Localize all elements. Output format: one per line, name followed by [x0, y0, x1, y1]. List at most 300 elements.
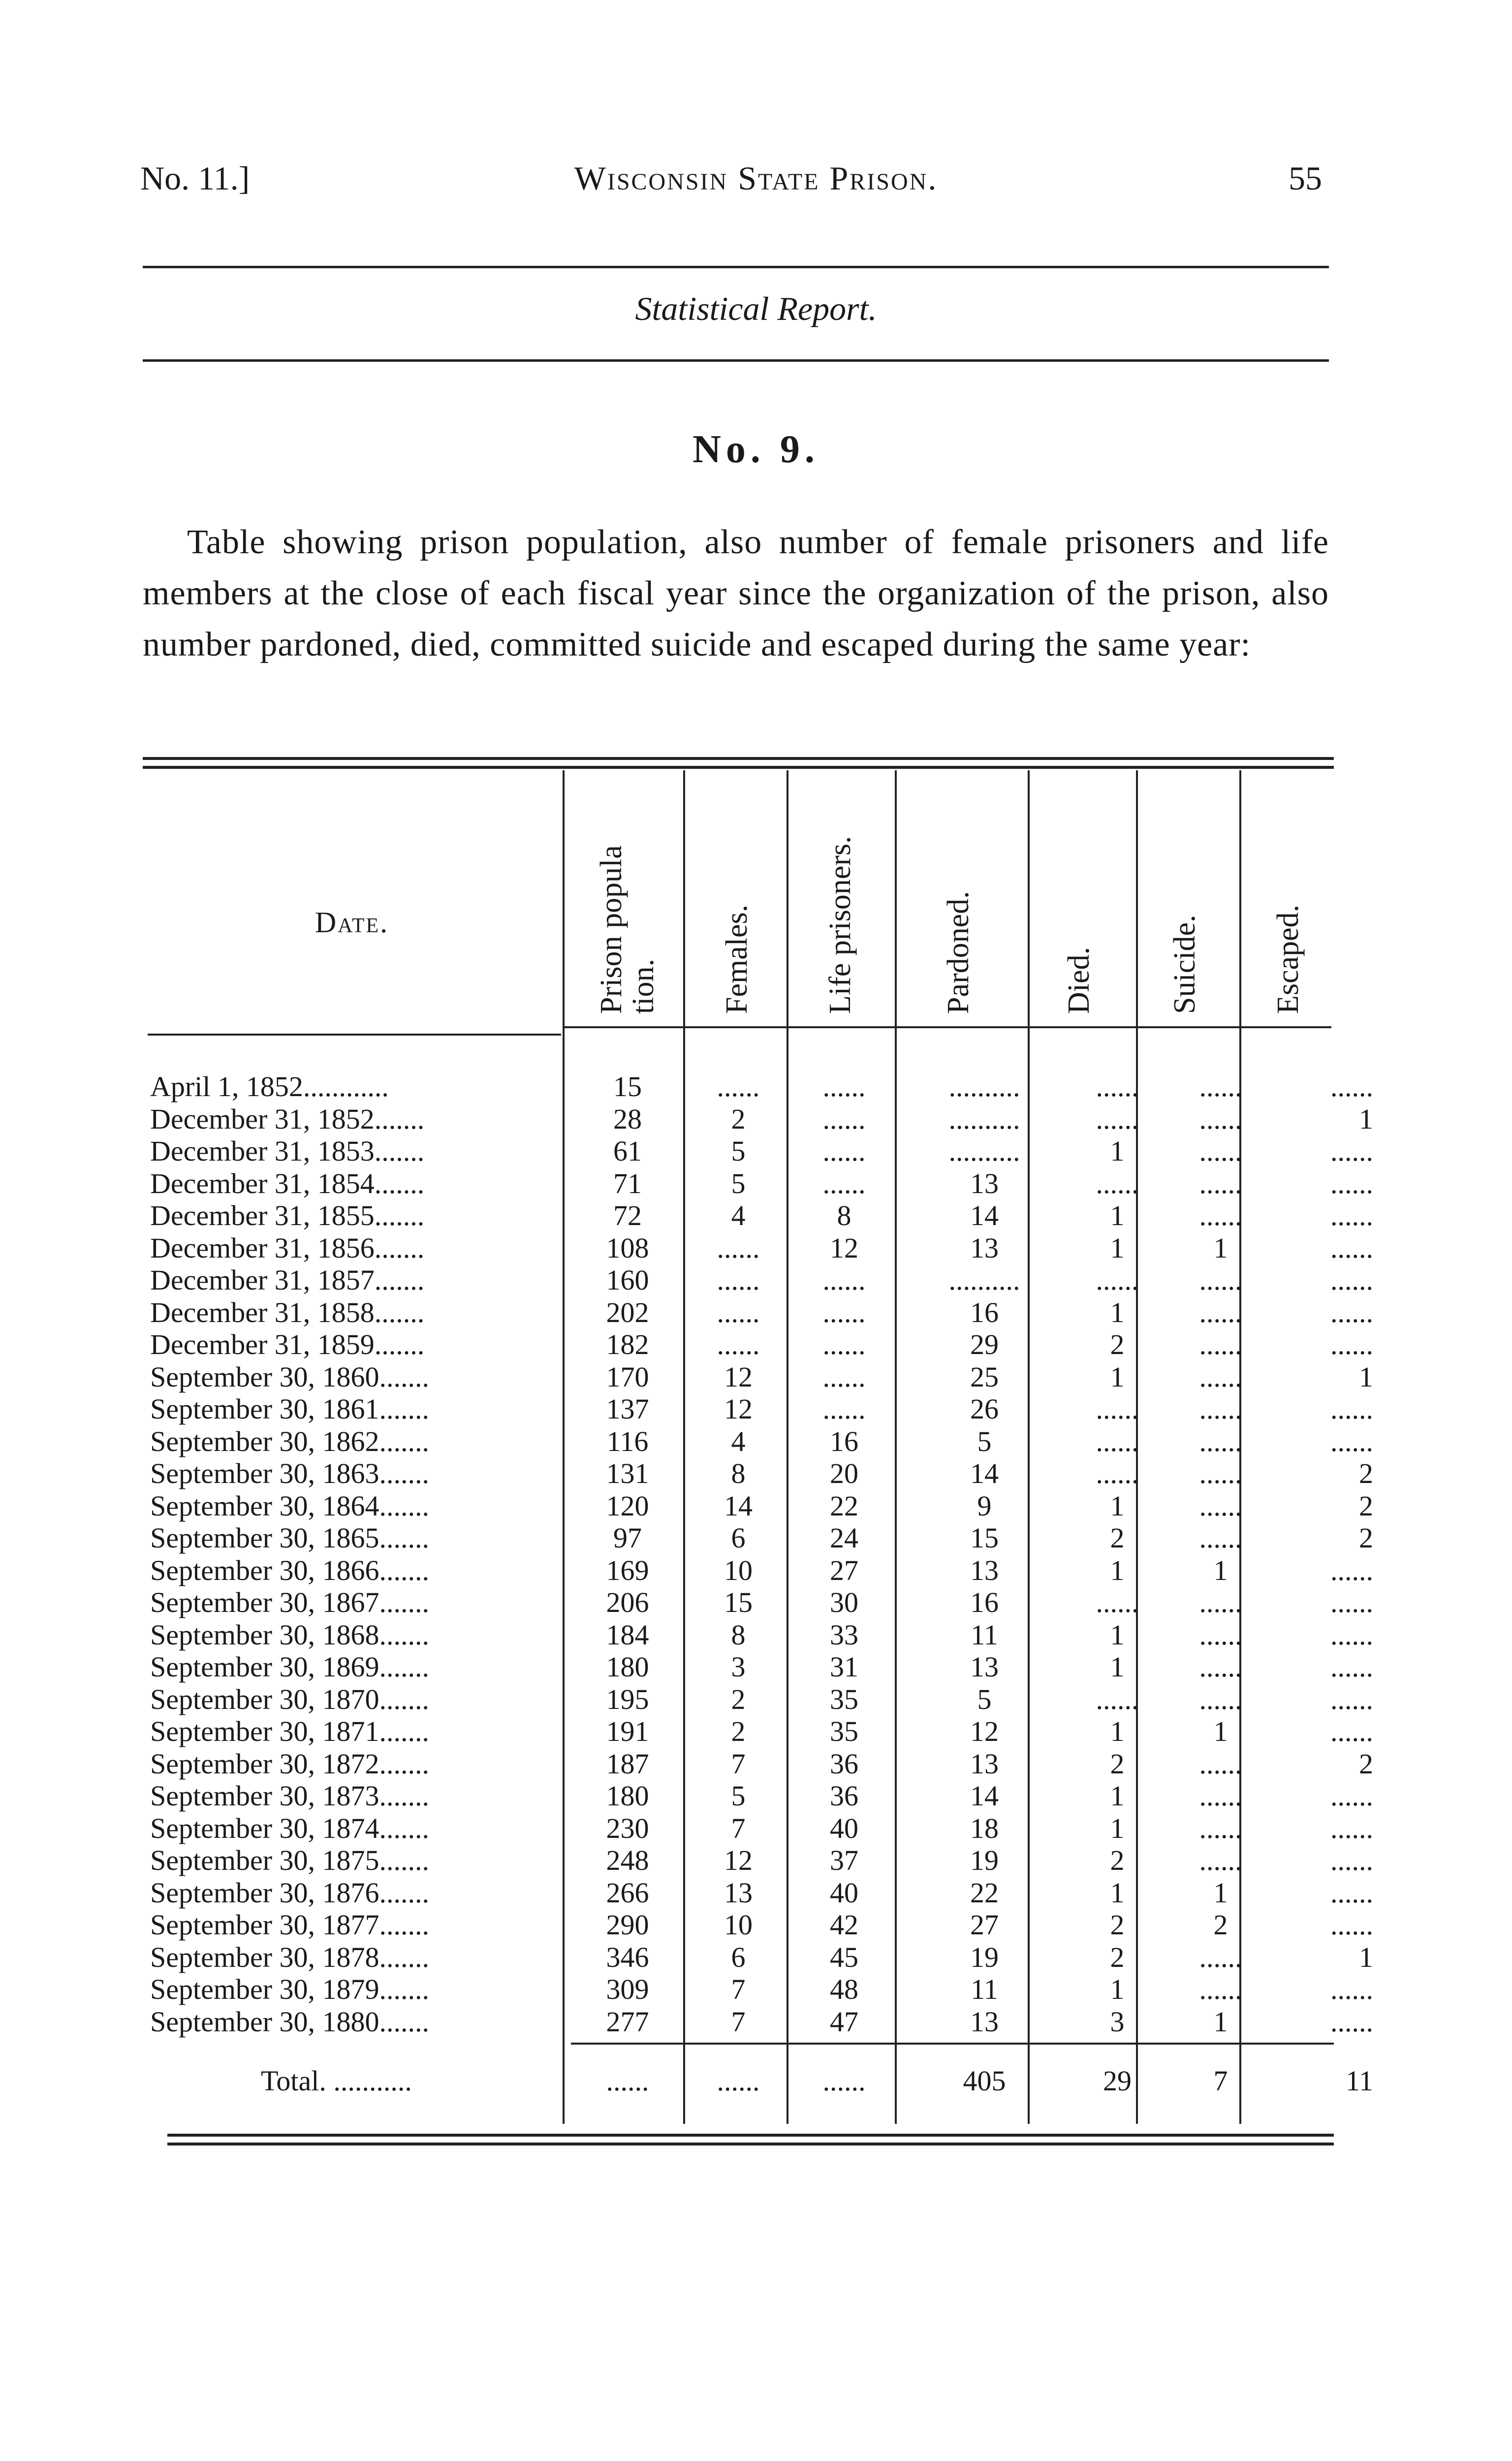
females-cell: 2	[731, 1683, 746, 1715]
table-row	[0, 1393, 1512, 1425]
died-cell: 2	[1110, 1328, 1125, 1360]
table-row	[0, 1490, 1512, 1522]
females-cell: 3	[731, 1651, 746, 1683]
females-cell: 5	[731, 1780, 746, 1812]
life-prisoners-cell: 27	[830, 1554, 858, 1586]
died-cell: 1	[1110, 1361, 1125, 1393]
life-prisoners-cell: ......	[822, 1393, 866, 1425]
pardoned-cell: 27	[970, 1909, 999, 1941]
females-cell: 12	[724, 1844, 753, 1876]
life-prisoners-cell: 42	[830, 1909, 858, 1941]
died-cell: 2	[1110, 1748, 1125, 1780]
females-cell: ......	[717, 1296, 760, 1328]
suicide-cell: 1	[1213, 1554, 1228, 1586]
escaped-cell: ......	[1330, 1973, 1373, 2005]
table-row	[0, 1425, 1512, 1457]
life-prisoners-cell: ......	[822, 1361, 866, 1393]
pardoned-cell: ..........	[948, 1135, 1020, 1167]
table-row	[0, 1683, 1512, 1715]
suicide-cell: ......	[1199, 1457, 1242, 1489]
prison-population-cell: 61	[613, 1135, 642, 1167]
life-prisoners-cell: 36	[830, 1780, 858, 1812]
pardoned-cell: 5	[977, 1683, 992, 1715]
date-cell: April 1, 1852............	[150, 1071, 389, 1103]
table-row	[0, 1651, 1512, 1683]
table-row	[0, 2006, 1512, 2038]
prison-population-cell: 202	[606, 1296, 649, 1328]
escaped-cell: 2	[1359, 1457, 1373, 1489]
pardoned-cell: 26	[970, 1393, 999, 1425]
date-cell: September 30, 1875.......	[150, 1844, 430, 1876]
date-cell: September 30, 1872.......	[150, 1748, 430, 1780]
date-cell: September 30, 1880.......	[150, 2006, 430, 2038]
date-cell: September 30, 1869.......	[150, 1651, 430, 1683]
females-cell: 7	[731, 1812, 746, 1844]
prison-population-cell: 71	[613, 1167, 642, 1199]
pardoned-cell: 18	[970, 1812, 999, 1844]
died-cell: ......	[1096, 1167, 1139, 1199]
suicide-cell: ......	[1199, 1264, 1242, 1296]
suicide-cell: 1	[1213, 2006, 1228, 2038]
table-row	[0, 1909, 1512, 1941]
date-column-header: Date.	[315, 906, 389, 939]
pardoned-cell: 19	[970, 1941, 999, 1973]
females-cell: 13	[724, 1877, 753, 1909]
total-escaped: 11	[1346, 2065, 1373, 2097]
pardoned-cell: 22	[970, 1877, 999, 1909]
died-cell: ......	[1096, 1586, 1139, 1618]
escaped-cell: ......	[1330, 1328, 1373, 1360]
header-rule	[143, 266, 1329, 268]
suicide-cell: 1	[1213, 1877, 1228, 1909]
died-cell: ......	[1096, 1264, 1139, 1296]
life-prisoners-cell: ......	[822, 1167, 866, 1199]
suicide-cell: ......	[1199, 1522, 1242, 1554]
pardoned-cell: 5	[977, 1425, 992, 1457]
table-row	[0, 1877, 1512, 1909]
table-row	[0, 1199, 1512, 1231]
suicide-cell: ......	[1199, 1780, 1242, 1812]
life-prisoners-cell: 12	[830, 1232, 858, 1264]
pardoned-cell: 13	[970, 2006, 999, 2038]
escaped-cell: ......	[1330, 1812, 1373, 1844]
prison-population-cell: 191	[606, 1715, 649, 1747]
date-cell: September 30, 1863.......	[150, 1457, 430, 1489]
total-prison-population: ......	[606, 2065, 649, 2097]
females-cell: 8	[731, 1619, 746, 1651]
total-rule	[571, 2043, 1334, 2045]
prison-population-cell: 15	[613, 1071, 642, 1103]
table-row	[0, 1135, 1512, 1167]
suicide-cell: 1	[1213, 1715, 1228, 1747]
suicide-cell: ......	[1199, 1103, 1242, 1135]
report-subtitle: Statistical Report.	[635, 290, 877, 327]
date-cell: September 30, 1874.......	[150, 1812, 430, 1844]
died-cell: 1	[1110, 1554, 1125, 1586]
table-caption: Table showing prison population, also number of female prisoners and life members at the close of each fiscal year since the organization of the prison, also number pardoned, died, committed suicide and escaped during the same year:	[143, 523, 1329, 663]
females-cell: 8	[731, 1457, 746, 1489]
escaped-cell: ......	[1330, 1683, 1373, 1715]
table-bottom-rule-1	[167, 2134, 1334, 2137]
date-cell: September 30, 1879.......	[150, 1973, 430, 2005]
life-prisoners-cell: 20	[830, 1457, 858, 1489]
escaped-cell: ......	[1330, 1071, 1373, 1103]
life-prisoners-cell: ......	[822, 1328, 866, 1360]
died-cell: 2	[1110, 1522, 1125, 1554]
subtitle-rule	[143, 359, 1329, 362]
died-cell: 2	[1110, 1941, 1125, 1973]
prison-population-cell: 195	[606, 1683, 649, 1715]
escaped-cell: ......	[1330, 1877, 1373, 1909]
date-cell: September 30, 1861.......	[150, 1393, 430, 1425]
prison-population-cell: 266	[606, 1877, 649, 1909]
date-cell: September 30, 1868.......	[150, 1619, 430, 1651]
suicide-cell: ......	[1199, 1296, 1242, 1328]
table-top-rule-2	[143, 766, 1334, 769]
life-prisoners-cell: 48	[830, 1973, 858, 2005]
life-prisoners-cell: 22	[830, 1490, 858, 1522]
header-title: Wisconsin State Prison.	[574, 159, 938, 197]
females-cell: 7	[731, 1748, 746, 1780]
total-died: 29	[1103, 2065, 1132, 2097]
died-cell: ......	[1096, 1393, 1139, 1425]
escaped-cell: ......	[1330, 1780, 1373, 1812]
column-header-suicide: Suicide.	[1168, 915, 1201, 1014]
escaped-cell: ......	[1330, 1909, 1373, 1941]
pardoned-cell: 16	[970, 1296, 999, 1328]
table-row	[0, 1457, 1512, 1489]
suicide-cell: ......	[1199, 1393, 1242, 1425]
suicide-cell: ......	[1199, 1586, 1242, 1618]
column-header-pardoned: Pardoned.	[942, 891, 975, 1014]
table-row	[0, 1264, 1512, 1296]
suicide-cell: ......	[1199, 1167, 1242, 1199]
total-suicide: 7	[1213, 2065, 1228, 2097]
prison-population-cell: 170	[606, 1361, 649, 1393]
prison-population-cell: 187	[606, 1748, 649, 1780]
life-prisoners-cell: 47	[830, 2006, 858, 2038]
table-row	[0, 1715, 1512, 1747]
died-cell: 1	[1110, 1780, 1125, 1812]
died-cell: 2	[1110, 1909, 1125, 1941]
pardoned-cell: 11	[971, 1619, 998, 1651]
life-prisoners-cell: ......	[822, 1135, 866, 1167]
females-cell: ......	[717, 1071, 760, 1103]
escaped-cell: 1	[1359, 1103, 1373, 1135]
life-prisoners-cell: 35	[830, 1715, 858, 1747]
escaped-cell: ......	[1330, 1554, 1373, 1586]
died-cell: ......	[1096, 1457, 1139, 1489]
date-cell: September 30, 1864.......	[150, 1490, 430, 1522]
suicide-cell: ......	[1199, 1941, 1242, 1973]
prison-population-cell: 160	[606, 1264, 649, 1296]
escaped-cell: 1	[1359, 1361, 1373, 1393]
column-header-escaped: Escaped.	[1271, 904, 1305, 1014]
died-cell: 1	[1110, 1877, 1125, 1909]
table-row	[0, 1619, 1512, 1651]
prison-population-cell: 120	[606, 1490, 649, 1522]
prison-population-cell: 108	[606, 1232, 649, 1264]
table-row	[0, 1296, 1512, 1328]
table-row	[0, 1167, 1512, 1199]
table-row	[0, 1328, 1512, 1360]
date-cell: September 30, 1878.......	[150, 1941, 430, 1973]
died-cell: 1	[1110, 1619, 1125, 1651]
date-cell: September 30, 1860.......	[150, 1361, 430, 1393]
life-prisoners-cell: ......	[822, 1103, 866, 1135]
table-number: No. 9.	[693, 428, 819, 471]
escaped-cell: ......	[1330, 1264, 1373, 1296]
escaped-cell: 2	[1359, 1748, 1373, 1780]
date-cell: December 31, 1855.......	[150, 1199, 425, 1231]
header-number: No. 11.]	[140, 159, 250, 197]
pardoned-cell: 9	[977, 1490, 992, 1522]
life-prisoners-cell: 35	[830, 1683, 858, 1715]
column-header-life-prisoners: Life prisoners.	[823, 836, 857, 1014]
pardoned-cell: 25	[970, 1361, 999, 1393]
table-row	[0, 1554, 1512, 1586]
suicide-cell: 2	[1213, 1909, 1228, 1941]
life-prisoners-cell: 24	[830, 1522, 858, 1554]
suicide-cell: ......	[1199, 1071, 1242, 1103]
females-cell: 6	[731, 1941, 746, 1973]
suicide-cell: ......	[1199, 1135, 1242, 1167]
prison-population-cell: 72	[613, 1199, 642, 1231]
date-cell: September 30, 1867.......	[150, 1586, 430, 1618]
females-cell: 2	[731, 1103, 746, 1135]
died-cell: ......	[1096, 1683, 1139, 1715]
pardoned-cell: 19	[970, 1844, 999, 1876]
table-row	[0, 1232, 1512, 1264]
pardoned-cell: 13	[970, 1748, 999, 1780]
life-prisoners-cell: 30	[830, 1586, 858, 1618]
females-cell: 10	[724, 1554, 753, 1586]
pardoned-cell: 12	[970, 1715, 999, 1747]
life-prisoners-cell: 16	[830, 1425, 858, 1457]
date-cell: December 31, 1856.......	[150, 1232, 425, 1264]
date-cell: September 30, 1866.......	[150, 1554, 430, 1586]
pardoned-cell: 15	[970, 1522, 999, 1554]
column-header-rule	[564, 1026, 1331, 1028]
pardoned-cell: 11	[971, 1973, 998, 2005]
prison-population-cell: 290	[606, 1909, 649, 1941]
suicide-cell: ......	[1199, 1361, 1242, 1393]
escaped-cell: ......	[1330, 1199, 1373, 1231]
table-row	[0, 1361, 1512, 1393]
pardoned-cell: 13	[970, 1651, 999, 1683]
date-cell: September 30, 1862.......	[150, 1425, 430, 1457]
life-prisoners-cell: 37	[830, 1844, 858, 1876]
pardoned-cell: 14	[970, 1199, 999, 1231]
prison-population-cell: 137	[606, 1393, 649, 1425]
females-cell: 6	[731, 1522, 746, 1554]
date-cell: December 31, 1857.......	[150, 1264, 425, 1296]
females-cell: 4	[731, 1199, 746, 1231]
total-life-prisoners: ......	[822, 2065, 866, 2097]
pardoned-cell: 13	[970, 1554, 999, 1586]
date-cell: December 31, 1854.......	[150, 1167, 425, 1199]
suicide-cell: ......	[1199, 1328, 1242, 1360]
escaped-cell: ......	[1330, 1296, 1373, 1328]
pardoned-cell: 14	[970, 1780, 999, 1812]
pardoned-cell: 29	[970, 1328, 999, 1360]
date-cell: September 30, 1865.......	[150, 1522, 430, 1554]
escaped-cell: ......	[1330, 1135, 1373, 1167]
died-cell: 2	[1110, 1844, 1125, 1876]
life-prisoners-cell: ......	[822, 1071, 866, 1103]
pardoned-cell: 13	[970, 1232, 999, 1264]
life-prisoners-cell: 36	[830, 1748, 858, 1780]
date-header-rule	[148, 1034, 561, 1036]
females-cell: 15	[724, 1586, 753, 1618]
prison-population-cell: 248	[606, 1844, 649, 1876]
females-cell: 5	[731, 1135, 746, 1167]
date-cell: September 30, 1873.......	[150, 1780, 430, 1812]
prison-population-cell: 131	[606, 1457, 649, 1489]
life-prisoners-cell: ......	[822, 1296, 866, 1328]
total-label: Total. ...........	[261, 2065, 412, 2097]
suicide-cell: 1	[1213, 1232, 1228, 1264]
table-row	[0, 1522, 1512, 1554]
table-row	[0, 1844, 1512, 1876]
females-cell: 4	[731, 1425, 746, 1457]
females-cell: 7	[731, 2006, 746, 2038]
date-cell: September 30, 1871.......	[150, 1715, 430, 1747]
total-row	[0, 2065, 1512, 2097]
date-cell: September 30, 1877.......	[150, 1909, 430, 1941]
prison-population-cell: 180	[606, 1651, 649, 1683]
life-prisoners-cell: 40	[830, 1877, 858, 1909]
prison-population-cell: 169	[606, 1554, 649, 1586]
total-females: ......	[717, 2065, 760, 2097]
died-cell: 1	[1110, 1232, 1125, 1264]
died-cell: 3	[1110, 2006, 1125, 2038]
suicide-cell: ......	[1199, 1973, 1242, 2005]
escaped-cell: ......	[1330, 1232, 1373, 1264]
date-cell: December 31, 1859.......	[150, 1328, 425, 1360]
life-prisoners-cell: 8	[837, 1199, 851, 1231]
prison-population-cell: 97	[613, 1522, 642, 1554]
table-row	[0, 1071, 1512, 1103]
prison-population-cell: 184	[606, 1619, 649, 1651]
females-cell: ......	[717, 1328, 760, 1360]
table-row	[0, 1748, 1512, 1780]
escaped-cell: ......	[1330, 1393, 1373, 1425]
column-header-prison-population: Prison popula tion.	[595, 845, 661, 1014]
suicide-cell: ......	[1199, 1619, 1242, 1651]
females-cell: 2	[731, 1715, 746, 1747]
page-number: 55	[1289, 159, 1322, 197]
escaped-cell: ......	[1330, 1844, 1373, 1876]
table-row	[0, 1812, 1512, 1844]
females-cell: ......	[717, 1232, 760, 1264]
life-prisoners-cell: 33	[830, 1619, 858, 1651]
escaped-cell: ......	[1330, 1167, 1373, 1199]
column-header-died: Died.	[1062, 947, 1096, 1014]
life-prisoners-cell: 45	[830, 1941, 858, 1973]
females-cell: ......	[717, 1264, 760, 1296]
life-prisoners-cell: 40	[830, 1812, 858, 1844]
pardoned-cell: 16	[970, 1586, 999, 1618]
females-cell: 7	[731, 1973, 746, 2005]
date-cell: December 31, 1853.......	[150, 1135, 425, 1167]
suicide-cell: ......	[1199, 1844, 1242, 1876]
prison-population-cell: 309	[606, 1973, 649, 2005]
females-cell: 12	[724, 1393, 753, 1425]
prison-population-cell: 182	[606, 1328, 649, 1360]
escaped-cell: ......	[1330, 1425, 1373, 1457]
suicide-cell: ......	[1199, 1812, 1242, 1844]
pardoned-cell: 13	[970, 1167, 999, 1199]
suicide-cell: ......	[1199, 1199, 1242, 1231]
pardoned-cell: 14	[970, 1457, 999, 1489]
escaped-cell: 1	[1359, 1941, 1373, 1973]
escaped-cell: ......	[1330, 2006, 1373, 2038]
suicide-cell: ......	[1199, 1490, 1242, 1522]
column-header-females: Females.	[720, 904, 754, 1014]
escaped-cell: ......	[1330, 1586, 1373, 1618]
total-pardoned: 405	[963, 2065, 1006, 2097]
table-bottom-rule-2	[167, 2143, 1334, 2145]
table-row	[0, 1103, 1512, 1135]
pardoned-cell: ..........	[948, 1264, 1020, 1296]
life-prisoners-cell: 31	[830, 1651, 858, 1683]
prison-population-cell: 230	[606, 1812, 649, 1844]
date-cell: December 31, 1852.......	[150, 1103, 425, 1135]
died-cell: 1	[1110, 1651, 1125, 1683]
escaped-cell: 2	[1359, 1490, 1373, 1522]
died-cell: 1	[1110, 1490, 1125, 1522]
females-cell: 5	[731, 1167, 746, 1199]
prison-population-cell: 116	[606, 1425, 649, 1457]
died-cell: 1	[1110, 1135, 1125, 1167]
table-top-rule-1	[143, 757, 1334, 760]
escaped-cell: ......	[1330, 1651, 1373, 1683]
died-cell: 1	[1110, 1973, 1125, 2005]
escaped-cell: ......	[1330, 1715, 1373, 1747]
females-cell: 10	[724, 1909, 753, 1941]
date-cell: December 31, 1858.......	[150, 1296, 425, 1328]
escaped-cell: 2	[1359, 1522, 1373, 1554]
life-prisoners-cell: ......	[822, 1264, 866, 1296]
died-cell: 1	[1110, 1296, 1125, 1328]
died-cell: ......	[1096, 1425, 1139, 1457]
table-row	[0, 1941, 1512, 1973]
prison-population-cell: 28	[613, 1103, 642, 1135]
prison-population-cell: 277	[606, 2006, 649, 2038]
prison-population-cell: 180	[606, 1780, 649, 1812]
suicide-cell: ......	[1199, 1651, 1242, 1683]
died-cell: 1	[1110, 1812, 1125, 1844]
prison-population-cell: 206	[606, 1586, 649, 1618]
suicide-cell: ......	[1199, 1683, 1242, 1715]
pardoned-cell: ..........	[948, 1103, 1020, 1135]
date-cell: September 30, 1870.......	[150, 1683, 430, 1715]
table-row	[0, 1973, 1512, 2005]
escaped-cell: ......	[1330, 1619, 1373, 1651]
died-cell: 1	[1110, 1715, 1125, 1747]
died-cell: ......	[1096, 1071, 1139, 1103]
died-cell: 1	[1110, 1199, 1125, 1231]
suicide-cell: ......	[1199, 1425, 1242, 1457]
prison-population-cell: 346	[606, 1941, 649, 1973]
table-row	[0, 1586, 1512, 1618]
suicide-cell: ......	[1199, 1748, 1242, 1780]
pardoned-cell: ..........	[948, 1071, 1020, 1103]
females-cell: 14	[724, 1490, 753, 1522]
females-cell: 12	[724, 1361, 753, 1393]
table-row	[0, 1780, 1512, 1812]
